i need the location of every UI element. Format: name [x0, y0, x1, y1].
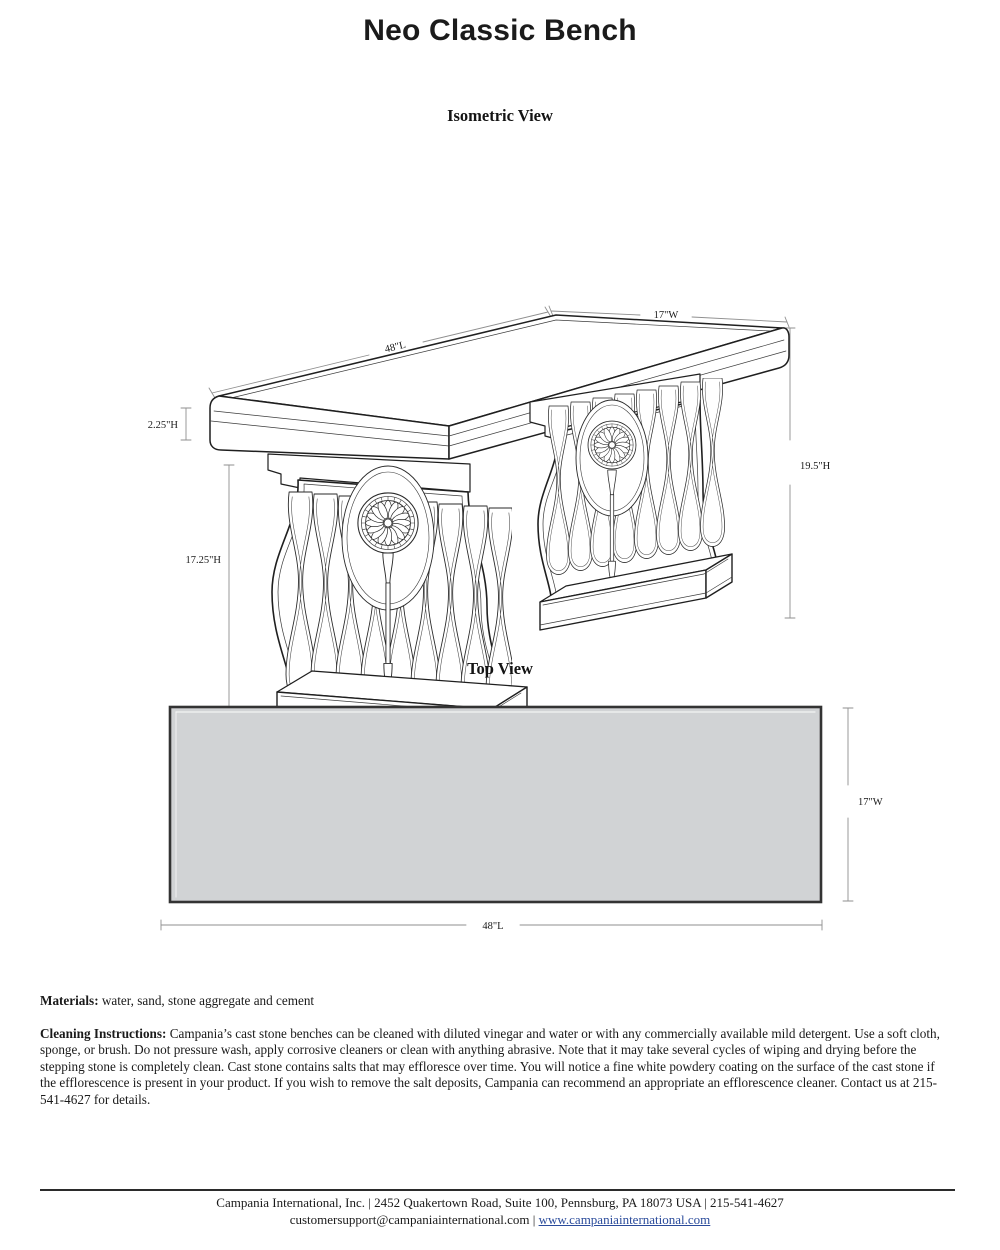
top-view-rectangle [170, 707, 821, 902]
footer-contact-line [0, 1211, 1000, 1228]
cleaning-instructions-block [40, 1026, 952, 1108]
pedestal-leg-right [530, 374, 732, 630]
dim-label-top-thickness: 2.25"H [147, 420, 178, 431]
top-view-dim-label-length: 48"L [482, 921, 504, 932]
dim-label-leg-height: 17.25"H [185, 555, 221, 566]
top-view-heading: Top View [467, 659, 533, 678]
top-view-width-dimension [843, 708, 853, 901]
materials-value: water, sand, stone aggregate and cement [98, 993, 315, 1008]
dim-label-width: 17"W [653, 310, 679, 321]
materials-line [40, 993, 952, 1009]
cleaning-label: Cleaning Instructions: [40, 1026, 167, 1041]
materials-label: Materials: [40, 993, 99, 1008]
footer-address-line: Campania International, Inc. | 2452 Quakertown Road, Suite 100, Pennsburg, PA 18073 USA | 215-541-4627 [216, 1195, 784, 1210]
dim-label-overall-height: 19.5"H [800, 461, 831, 472]
cleaning-value: Campania’s cast stone benches can be cleaned with diluted vinegar and water or with any commercially available mild detergent. Use a soft cloth, sponge, or brush. Do not pressure wash, apply corrosive cleaners or clean with anything abrasive. Note that it may take several cycles of wiping and drying before the stepping stone is completely clean. Cast stone contains salts that may effloresce over time. You will notice a fine white powdery coating on the surface of the cast stone if the efflorescence is present in your product. If you wish to remove the salt deposits, Campania can recommend an appropriate an efflorescence cleaner. Contact us at 215-541-4627 for details. [40, 1026, 940, 1107]
footer-divider [40, 1189, 955, 1191]
top-view-dim-label-width: 17"W [858, 797, 883, 808]
footer [0, 1194, 1000, 1228]
page-title: Neo Classic Bench [363, 14, 637, 47]
top-view-drawing [0, 690, 1000, 940]
footer-email-text: customersupport@campaniainternational.com | [289, 1212, 539, 1227]
isometric-view-heading: Isometric View [447, 106, 553, 125]
dim-label-length: 48"L [383, 339, 408, 356]
footer-website-link[interactable]: www.campaniainternational.com [538, 1212, 711, 1227]
isometric-drawing [0, 140, 1000, 640]
